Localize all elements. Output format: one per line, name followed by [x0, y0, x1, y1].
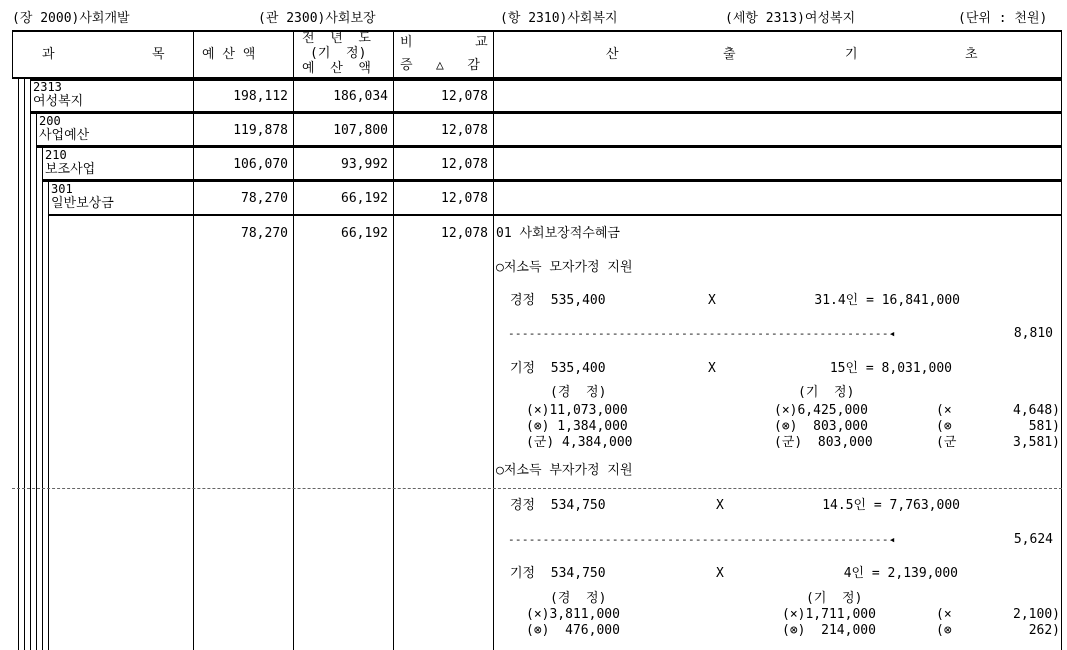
- row-name: 보조사업: [45, 162, 96, 177]
- header-gwan: (관 2300)사회보장: [258, 11, 376, 26]
- breakdown-line: (×: [936, 403, 952, 418]
- breakdown-line: (×)3,811,000: [526, 607, 620, 622]
- col-prev-2: (기 정): [310, 46, 367, 61]
- breakdown-line: 2,100): [1013, 607, 1060, 622]
- breakdown-line: 262): [1028, 623, 1060, 638]
- row-budget: 198,112: [233, 89, 288, 104]
- detail-prev: 66,192: [341, 226, 388, 241]
- breakdown-line: (×)1,711,000: [782, 607, 876, 622]
- detail-diff: 12,078: [441, 226, 488, 241]
- row-diff: 12,078: [441, 157, 488, 172]
- row-budget: 119,878: [233, 123, 288, 138]
- col-prev-3: 예 산 액: [302, 61, 371, 76]
- calc-operator: X: [708, 293, 716, 308]
- row-code: 200: [39, 114, 61, 128]
- breakdown-line: 581): [1028, 419, 1060, 434]
- header-hang: (항 2310)사회복지: [500, 11, 618, 26]
- header-jang: (장 2000)사회개발: [12, 11, 130, 26]
- breakdown-line: (⊗: [936, 419, 952, 434]
- breakdown-line: 4,648): [1013, 403, 1060, 418]
- breakdown-line: (⊗) 214,000: [782, 623, 876, 638]
- calc-result: 14.5인 = 7,763,000: [822, 498, 960, 513]
- col-basis-2: 출: [723, 47, 736, 62]
- header-sehang: (세항 2313)여성복지: [725, 11, 856, 26]
- dash-line: -------------------------------------------------------◂: [508, 533, 896, 546]
- breakdown-line: 3,581): [1013, 435, 1060, 450]
- row-diff: 12,078: [441, 123, 488, 138]
- row-prev: 186,034: [333, 89, 388, 104]
- row-name: 일반보상금: [51, 196, 114, 211]
- col-compare-1: 비 교: [400, 35, 488, 50]
- breakdown-line: (×)11,073,000: [526, 403, 628, 418]
- breakdown-line: (×)6,425,000: [774, 403, 868, 418]
- breakdown-line: (군) 4,384,000: [526, 435, 633, 450]
- breakdown-line: (⊗: [936, 623, 952, 638]
- breakdown-line: (군) 803,000: [774, 435, 873, 450]
- row-name: 사업예산: [39, 128, 90, 143]
- breakdown-heading: (기 정): [798, 385, 855, 400]
- breakdown-line: (⊗) 476,000: [526, 623, 620, 638]
- section-sum: 5,624: [1013, 532, 1053, 547]
- breakdown-heading: (기 정): [806, 591, 863, 606]
- row-name: 여성복지: [33, 94, 84, 109]
- detail-budget: 78,270: [241, 226, 288, 241]
- calc-result: 15인 = 8,031,000: [829, 361, 952, 376]
- breakdown-line: (군: [936, 435, 957, 450]
- row-budget: 78,270: [241, 191, 288, 206]
- row-code: 2313: [33, 80, 62, 94]
- calc-line: 경정 534,750: [510, 498, 606, 513]
- row-prev: 93,992: [341, 157, 388, 172]
- breakdown-line: (×: [936, 607, 952, 622]
- row-code: 301: [51, 182, 73, 196]
- col-prev-1: 전 년 도: [302, 31, 371, 46]
- breakdown-heading: (경 정): [550, 591, 607, 606]
- col-budget: 예 산 액: [202, 47, 256, 62]
- col-compare-2: 증 △ 감: [400, 58, 480, 73]
- calc-line: 기정 535,400: [510, 361, 606, 376]
- row-code: 210: [45, 148, 67, 162]
- calc-line: 기정 534,750: [510, 566, 606, 581]
- calc-result: 31.4인 = 16,841,000: [814, 293, 960, 308]
- calc-line: 경정 535,400: [510, 293, 606, 308]
- section-title: ○저소득 부자가정 지원: [496, 463, 633, 478]
- row-prev: 107,800: [333, 123, 388, 138]
- breakdown-line: (⊗) 803,000: [774, 419, 868, 434]
- breakdown-heading: (경 정): [550, 385, 607, 400]
- row-diff: 12,078: [441, 191, 488, 206]
- calc-operator: X: [708, 361, 716, 376]
- col-basis-3: 기: [845, 47, 858, 62]
- breakdown-line: (⊗) 1,384,000: [526, 419, 628, 434]
- section-sum: 8,810: [1013, 326, 1053, 341]
- header-unit: (단위 : 천원): [958, 11, 1048, 26]
- row-budget: 106,070: [233, 157, 288, 172]
- calc-result: 4인 = 2,139,000: [843, 566, 958, 581]
- section-title: ○저소득 모자가정 지원: [496, 260, 633, 275]
- col-basis-4: 초: [965, 47, 978, 62]
- row-diff: 12,078: [441, 89, 488, 104]
- calc-operator: X: [716, 498, 724, 513]
- row-prev: 66,192: [341, 191, 388, 206]
- col-subject-a: 과: [42, 47, 55, 62]
- calc-operator: X: [716, 566, 724, 581]
- dash-line: -------------------------------------------------------◂: [508, 327, 896, 340]
- col-subject-b: 목: [152, 47, 165, 62]
- col-basis-1: 산: [606, 47, 619, 62]
- detail-item-title: 01 사회보장적수혜금: [496, 226, 620, 241]
